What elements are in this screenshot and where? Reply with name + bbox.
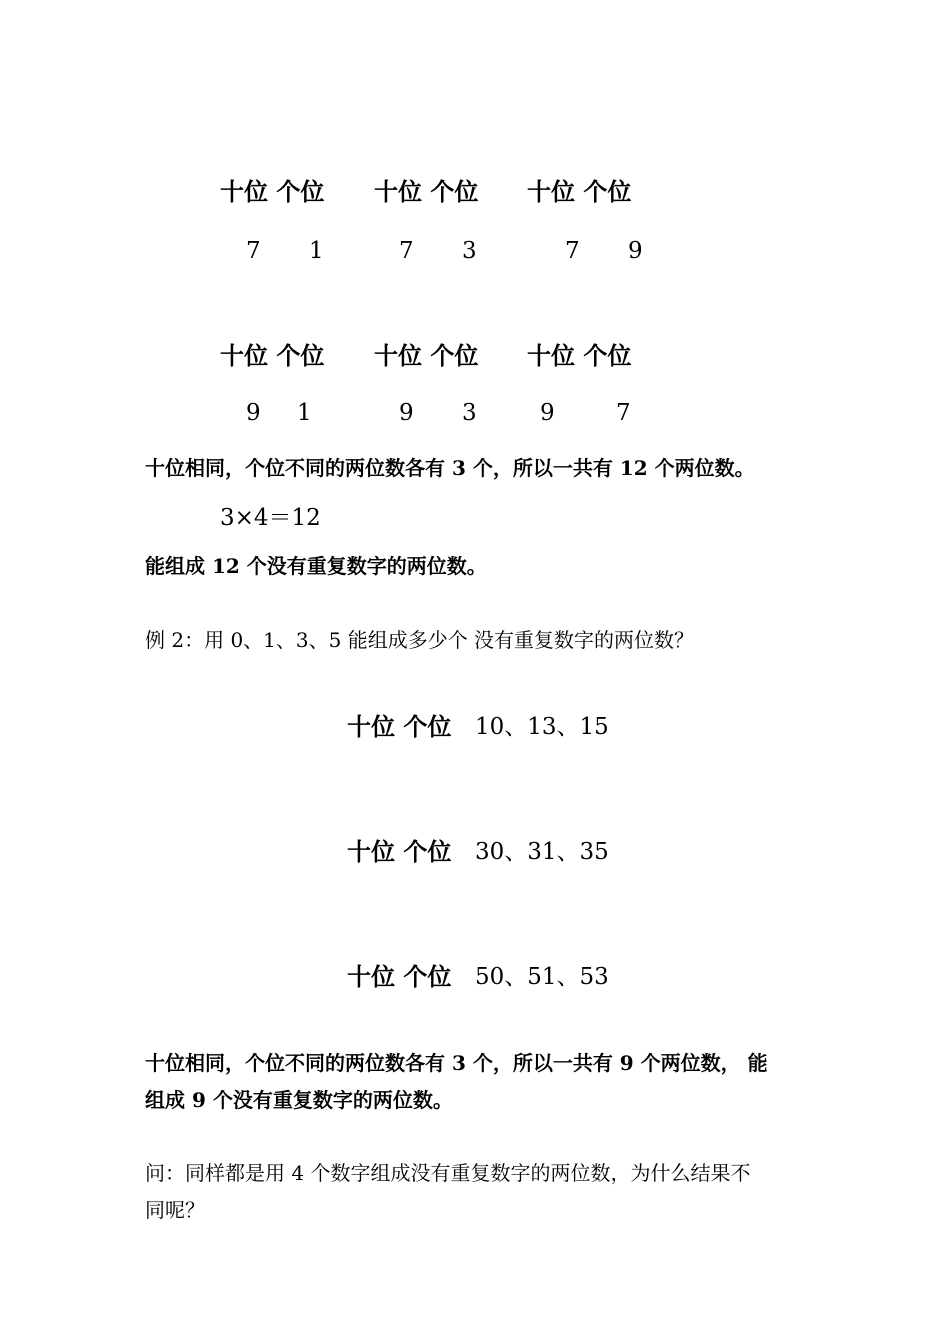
example-question: 例 2：用 0、1、3、5 能组成多少个 没有重复数字的两位数？	[145, 628, 695, 652]
tens-digit: 7	[399, 238, 414, 264]
tens-digit: 7	[565, 238, 580, 264]
place-value-header: 十位 个位	[220, 177, 325, 206]
place-value-header: 十位 个位	[527, 341, 632, 370]
ones-digit: 7	[616, 400, 631, 426]
number-list: 50、51、53	[475, 964, 609, 990]
number-list: 10、13、15	[475, 714, 609, 740]
place-value-header: 十位 个位	[374, 341, 479, 370]
question-text: 同呢？	[145, 1198, 205, 1222]
tens-digit: 9	[399, 400, 414, 426]
summary-text: 组成 9 个没有重复数字的两位数。	[145, 1088, 453, 1112]
place-value-header: 十位 个位	[347, 837, 452, 866]
place-value-header: 十位 个位	[220, 341, 325, 370]
place-value-header: 十位 个位	[527, 177, 632, 206]
ones-digit: 3	[462, 400, 477, 426]
conclusion-text: 能组成 12 个没有重复数字的两位数。	[145, 554, 487, 578]
ones-digit: 9	[628, 238, 643, 264]
place-value-header: 十位 个位	[347, 962, 452, 991]
tens-digit: 7	[246, 238, 261, 264]
place-value-header: 十位 个位	[374, 177, 479, 206]
tens-digit: 9	[540, 400, 555, 426]
ones-digit: 3	[462, 238, 477, 264]
equation: 3×4＝12	[220, 505, 321, 531]
ones-digit: 1	[309, 238, 324, 264]
summary-text: 十位相同，个位不同的两位数各有 3 个，所以一共有 12 个两位数。	[145, 456, 755, 480]
question-text: 问：同样都是用 4 个数字组成没有重复数字的两位数，为什么结果不	[145, 1161, 751, 1185]
tens-digit: 9	[246, 400, 261, 426]
ones-digit: 1	[297, 400, 312, 426]
summary-text: 十位相同，个位不同的两位数各有 3 个，所以一共有 9 个两位数， 能	[145, 1051, 768, 1075]
place-value-header: 十位 个位	[347, 712, 452, 741]
number-list: 30、31、35	[475, 839, 609, 865]
